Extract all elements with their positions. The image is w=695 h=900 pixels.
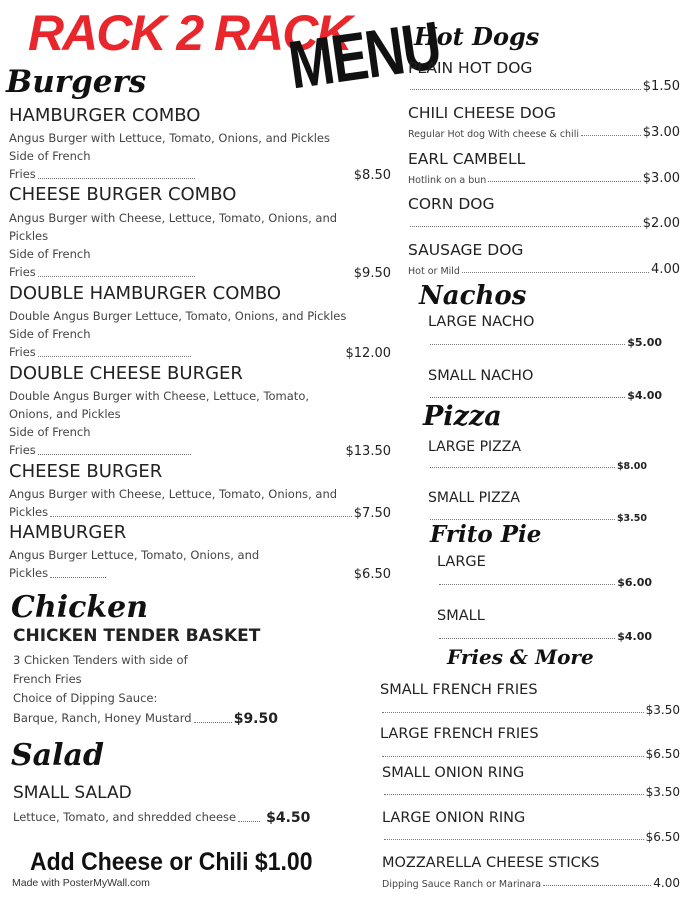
frito-heading: Frito Pie [430, 521, 542, 548]
burger-item-name: CHEESE BURGER COMBO [9, 184, 237, 205]
fries-item-name: SMALL ONION RING [382, 765, 525, 781]
fries-price-line [382, 828, 680, 844]
fries-price: 4.00 [653, 876, 680, 890]
hotdog-price-line: Regular Hot dog With cheese & chili $3.00 [408, 125, 680, 140]
frito-price: $6.00 [617, 576, 652, 589]
pizza-price: $3.50 [616, 513, 647, 524]
hotdog-price-line: Hotlink on a bun $3.00 [408, 171, 680, 186]
burger-item-desc: Double Angus Burger Lettuce, Tomato, Onions, and Pickles Side of French [9, 309, 347, 341]
burger-price-line: Pickles $7.50 [9, 505, 391, 521]
fries-item-name: LARGE FRENCH FRIES [380, 726, 539, 742]
salad-item-name: SMALL SALAD [13, 783, 132, 803]
fries-price: $3.50 [645, 785, 680, 799]
restaurant-name: RACK 2 RACK [28, 5, 351, 61]
pizza-price-line [428, 456, 647, 472]
pizza-heading: Pizza [423, 401, 502, 432]
salad-heading: Salad [11, 738, 104, 773]
frito-item-name: LARGE [437, 554, 486, 570]
burger-item-name: DOUBLE CHEESE BURGER [9, 363, 243, 384]
burger-price: $9.50 [353, 266, 391, 281]
hotdog-price-line: Hot or Mild 4.00 [408, 262, 680, 277]
burger-item-name: HAMBURGER COMBO [9, 105, 201, 126]
burger-price-line: Fries $9.50 [9, 265, 391, 281]
burger-item-desc: Angus Burger with Cheese, Lettuce, Tomato, Onions, and Pickles Side of French [9, 211, 338, 261]
hotdog-item-name: PLAIN HOT DOG [408, 59, 533, 77]
credit-text: Made with PosterMyWall.com [12, 877, 150, 889]
hotdog-price-line [408, 215, 680, 231]
hotdog-item-name: CHILI CHEESE DOG [408, 104, 556, 122]
fries-price: $3.50 [645, 703, 680, 717]
hotdog-item-name: CORN DOG [408, 195, 495, 213]
frito-price: $4.00 [617, 630, 652, 643]
burger-price: $12.00 [345, 346, 391, 361]
chicken-price: $9.50 [233, 711, 278, 727]
hotdog-price: $3.00 [642, 125, 680, 140]
chicken-heading: Chicken [11, 590, 149, 625]
burger-price-line: Fries $12.00 [9, 345, 391, 361]
chicken-price-line: Barque, Ranch, Honey Mustard $9.50 [13, 711, 278, 727]
fries-item-name: MOZZARELLA CHEESE STICKS [382, 855, 600, 871]
frito-item-name: SMALL [437, 608, 485, 624]
fries-price: $6.50 [645, 830, 680, 844]
burger-item-name: HAMBURGER [9, 522, 127, 543]
pizza-price: $8.00 [616, 461, 647, 472]
burger-price: $6.50 [353, 567, 391, 582]
hotdogs-heading: Hot Dogs [414, 22, 540, 51]
nacho-price-line [428, 333, 662, 349]
fries-item-name: LARGE ONION RING [382, 810, 526, 826]
burger-item-name: DOUBLE HAMBURGER COMBO [9, 283, 282, 304]
hotdog-price: $2.00 [642, 216, 680, 231]
frito-price-line [437, 573, 652, 589]
nacho-price: $5.00 [627, 336, 662, 349]
nacho-price: $4.00 [627, 389, 662, 402]
hotdog-price: 4.00 [651, 262, 680, 277]
hotdog-item-name: SAUSAGE DOG [408, 241, 524, 259]
hotdog-price: $3.00 [642, 171, 680, 186]
fries-heading: Fries & More [447, 645, 594, 669]
burger-item-desc: Double Angus Burger with Cheese, Lettuce, Tomato, Onions, and Pickles Side of French [9, 389, 310, 439]
nacho-item-name: LARGE NACHO [428, 314, 535, 330]
nacho-item-name: SMALL NACHO [428, 368, 534, 384]
hotdog-item-name: EARL CAMBELL [408, 150, 526, 168]
burger-item-desc: Angus Burger with Lettuce, Tomato, Onions, and Pickles Side of French [9, 131, 330, 163]
burger-item-name: CHEESE BURGER [9, 461, 163, 482]
fries-price-line [380, 745, 680, 761]
salad-price: $4.50 [266, 810, 311, 826]
fries-price-line [382, 783, 680, 799]
burger-price-line: Fries $13.50 [9, 443, 391, 459]
hotdog-price: $1.50 [642, 79, 680, 94]
fries-price-line [380, 701, 680, 717]
fries-price: $6.50 [645, 747, 680, 761]
burger-price: $8.50 [353, 168, 391, 183]
burger-item-desc: Angus Burger with Cheese, Lettuce, Tomato, Onions, and [9, 487, 338, 501]
nachos-heading: Nachos [419, 281, 527, 311]
chicken-item-desc: 3 Chicken Tenders with side of French Fries Choice of Dipping Sauce: [13, 653, 188, 705]
fries-item-name: SMALL FRENCH FRIES [380, 682, 538, 698]
frito-price-line [437, 627, 652, 643]
pizza-item-name: SMALL PIZZA [428, 490, 520, 506]
fries-price-line: Dipping Sauce Ranch or Marinara 4.00 [382, 876, 680, 890]
burger-price: $7.50 [353, 506, 391, 521]
burger-price-line: Pickles $6.50 [9, 566, 391, 582]
burgers-heading: Burgers [6, 64, 147, 100]
salad-price-line: Lettuce, Tomato, and shredded cheese $4.50 [13, 810, 311, 826]
burger-item-desc: Angus Burger Lettuce, Tomato, Onions, and [9, 548, 260, 562]
burger-price: $13.50 [345, 444, 391, 459]
menu-title: MENU [284, 8, 445, 104]
pizza-item-name: LARGE PIZZA [428, 439, 521, 455]
hotdog-price-line [408, 78, 680, 94]
chicken-item-name: CHICKEN TENDER BASKET [13, 626, 261, 646]
burger-price-line: Fries $8.50 [9, 167, 391, 183]
nacho-price-line [428, 386, 662, 402]
addon-note: Add Cheese or Chili $1.00 [30, 848, 313, 876]
